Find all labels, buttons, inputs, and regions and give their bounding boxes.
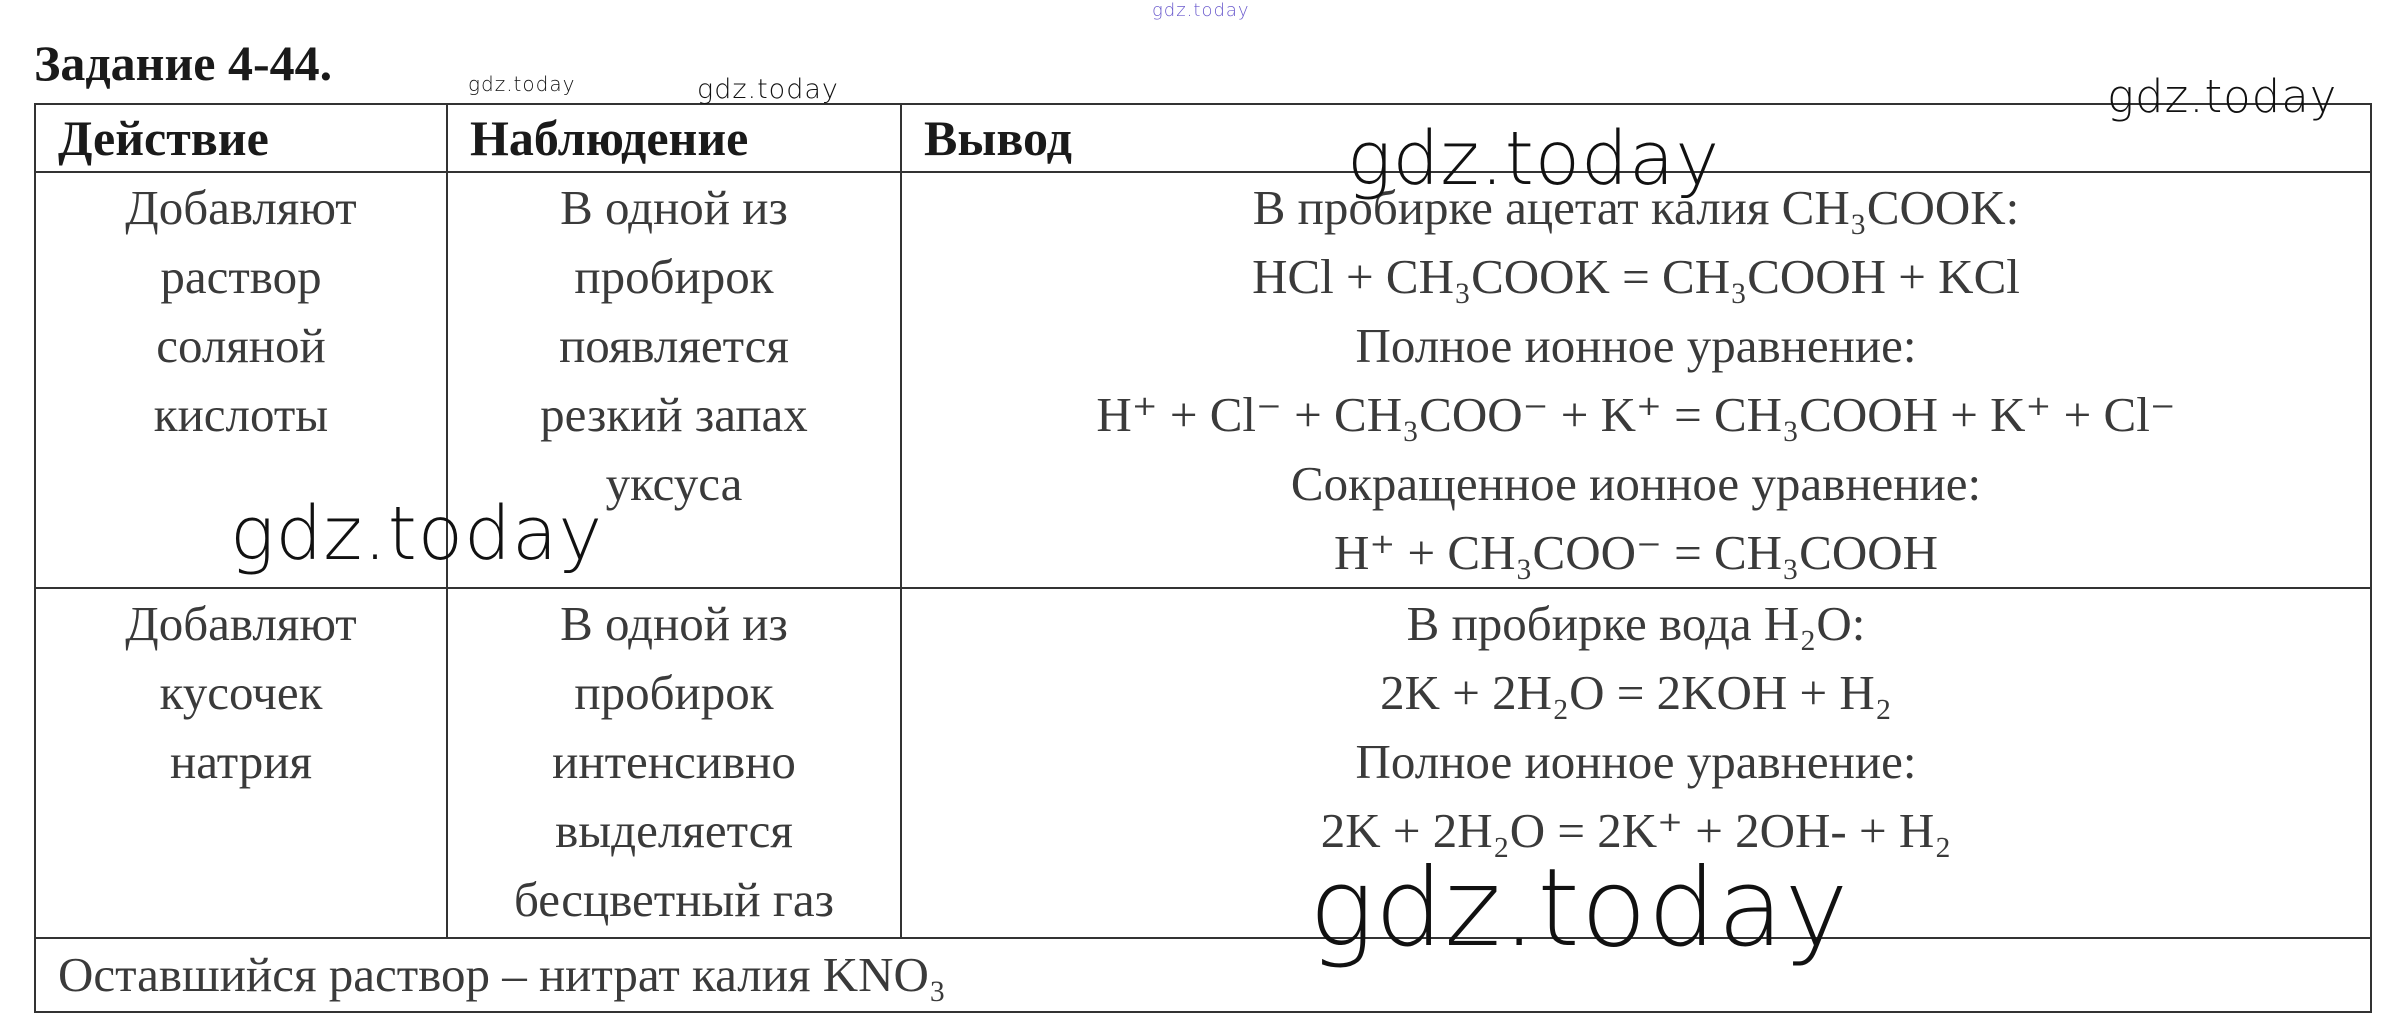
cell-line: Полное ионное уравнение:	[1355, 734, 1917, 789]
watermark: gdz.today	[2107, 70, 2338, 123]
equation-line: 2K + 2H₂O = 2K⁺ + 2OH- + H₂	[1320, 803, 1952, 858]
page-title: Задание 4-44.	[34, 35, 333, 91]
header-observation: Наблюдение	[447, 104, 901, 172]
cell-line: В одной из	[560, 596, 788, 651]
watermark: gdz.today	[468, 72, 576, 96]
cell-line: Полное ионное уравнение:	[1355, 318, 1917, 373]
cell-line: Сокращенное ионное уравнение:	[1290, 456, 1982, 511]
footer-note: Оставшийся раствор – нитрат калия KNO₃	[35, 938, 2371, 1012]
cell-line: В пробирке вода H₂O:	[1406, 596, 1866, 651]
cell-line: натрия	[170, 734, 312, 789]
cell-line: Добавляют	[125, 180, 357, 235]
cell-line: пробирок	[574, 665, 774, 720]
watermark: gdz.today	[230, 491, 604, 577]
cell-line: В пробирке ацетат калия CH₃COOK:	[1252, 180, 2020, 235]
row2-action	[35, 588, 447, 938]
watermark-top: gdz.today	[1152, 0, 1250, 21]
row1-conclusion	[901, 172, 2371, 588]
cell-line: резкий запах	[540, 387, 808, 442]
watermark: gdz.today	[1309, 846, 1850, 971]
watermark: gdz.today	[1347, 116, 1721, 202]
cell-line: Добавляют	[125, 596, 357, 651]
table-row	[35, 588, 2371, 938]
cell-line: соляной	[156, 318, 326, 373]
row2-observation	[447, 588, 901, 938]
cell-line: раствор	[160, 249, 322, 304]
cell-line: выделяется	[555, 803, 793, 858]
cell-line: пробирок	[574, 249, 774, 304]
watermark: gdz.today	[697, 74, 839, 105]
cell-line: уксуса	[605, 456, 743, 511]
equation-line: 2K + 2H₂O = 2KOH + H₂	[1380, 665, 1892, 720]
table-header-row	[35, 104, 2371, 172]
header-action: Действие	[35, 104, 447, 172]
cell-line: кислоты	[153, 387, 329, 442]
equation-line: H⁺ + CH₃COO⁻ = CH₃COOH	[1334, 525, 1938, 580]
equation-line: H⁺ + Cl⁻ + CH₃COO⁻ + K⁺ = CH₃COOH + K⁺ + Cl⁻	[1096, 387, 2176, 442]
header-conclusion: Вывод	[901, 104, 2371, 172]
cell-line: появляется	[559, 318, 789, 373]
cell-line: кусочек	[159, 665, 323, 720]
cell-line: интенсивно	[552, 734, 796, 789]
cell-line: В одной из	[560, 180, 788, 235]
table-footer-row	[35, 938, 2371, 1012]
equation-line: HCl + CH₃COOK = CH₃COOH + KCl	[1252, 249, 2020, 304]
cell-line: бесцветный газ	[513, 872, 835, 927]
